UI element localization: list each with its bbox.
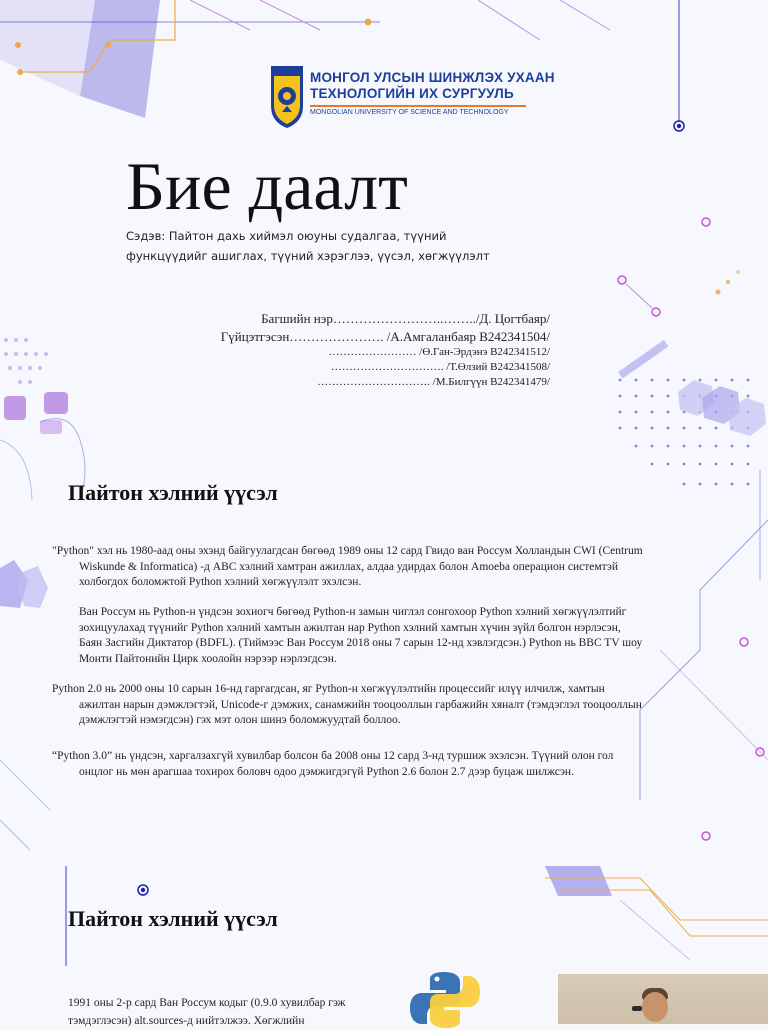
logo-title-line1: МОНГОЛ УЛСЫН ШИНЖЛЭХ УХААН [310, 70, 555, 85]
credits-block [200, 310, 550, 390]
student-line: …………………… /Ө.Ган-Эрдэнэ B242341512/ [328, 346, 550, 358]
page-title: Бие даалт [126, 148, 408, 224]
teacher-line: Багшийн нэр……………………..……../Д. Цогтбаяр/ [261, 311, 550, 326]
paragraph-text: Python 2.0 нь 2000 оны 10 сарын 16-нд гаргагдсан, яг Python-н хөгжүүлэлтийн процессийг илүү илчилж, хамтын ажилтан нарын дэмжлэгтэй, Unicode-г дэмжих, санамжийн тооцооллын гарбажийн хяналт (тэмдэглэл тооцооллын дэмжлэгтэй нэмэгдсэн) гэх мэт олон шинэ боломжуудтай боллоо. [52, 683, 642, 726]
paragraph-text: “Python 3.0” нь үндсэн, харгалзахгүй хувилбар болсон ба 2008 оны 12 сард 3-нд туршиж эхэлсэн. Түүний олон гол онцлог нь мөн арагшаа тохирох боловч одоо дэмжигдэгүй Python 2.6 болон 2.7 дээр буцаж шилжсэн. [52, 750, 614, 778]
guido-van-rossum-photo [558, 974, 768, 1024]
section-paragraph [52, 544, 644, 591]
subject-text: Сэдэв: Пайтон дахь хиймэл оюуны судалгаа, түүний функцүүдийг ашиглах, түүний хэрэглээ, үүсэл, хөгжүүлэлт [126, 229, 490, 263]
prepared-by-line: Гүйцэтгэсэн…………………. /А.Амгаланбаяр B242341504/ [220, 329, 550, 344]
section-heading: Пайтон хэлний үүсэл [68, 906, 278, 931]
section-paragraph: 1991 оны 2-р сард Ван Россум кодыг (0.9.0 хувилбар гэж тэмдэглэсэн) alt.sources-д нийтэлжээ. Хөгжлийн [68, 997, 346, 1027]
paragraph-text: "Python" хэл нь 1980-аад оны эхэнд байгуулагдсан бөгөөд 1989 оны 12 сард Гвидо ван Россум Холландын CWI (Centrum Wiskunde & Informatica) -д ABC хэлний хамтран ажиллах, алдаа удирдах болон Amoeba операцион системтэй холбогдох боломжтой Python хэлний хөгжүүлэлт эхэлсэн. [52, 545, 643, 588]
student-line: …………………………. /Т.Өлзий B242341508/ [330, 361, 550, 373]
section-paragraph [52, 749, 644, 780]
university-shield-icon [270, 66, 304, 128]
section-heading: Пайтон хэлний үүсэл [68, 480, 278, 505]
paragraph-text: Ван Россум нь Python-н үндсэн зохиогч бөгөөд Python-н замын чиглэл сонгохоор Python хэлний хөгжүүлэлтийг зохицуулахад түүнийг Python хэлний хамтын ажилтан нар Python хэлний хамтын хүчин зүйл болгон нэрлэсэн, Баян Засгийн Диктатор (BDFL). (Тиймээс Ван Россум 2018 оны 7 сарын 12-нд хэвлэгдсэн.) Python нь BBC TV шоу Монти Пайтонийн Цирк хоолойн нэрээр нэрлэгдсэн. [79, 606, 643, 665]
section-paragraph [52, 605, 644, 667]
python-logo-icon [400, 970, 490, 1030]
logo-english-name: MONGOLIAN UNIVERSITY OF SCIENCE AND TECHNOLOGY [310, 109, 509, 116]
logo-title-line2: ТЕХНОЛОГИЙН ИХ СУРГУУЛЬ [310, 86, 514, 101]
university-logo [270, 66, 555, 130]
section-paragraph [52, 682, 644, 729]
logo-divider [310, 105, 526, 107]
student-line: …………………………. /М.Билгүүн B242341479/ [317, 376, 550, 388]
